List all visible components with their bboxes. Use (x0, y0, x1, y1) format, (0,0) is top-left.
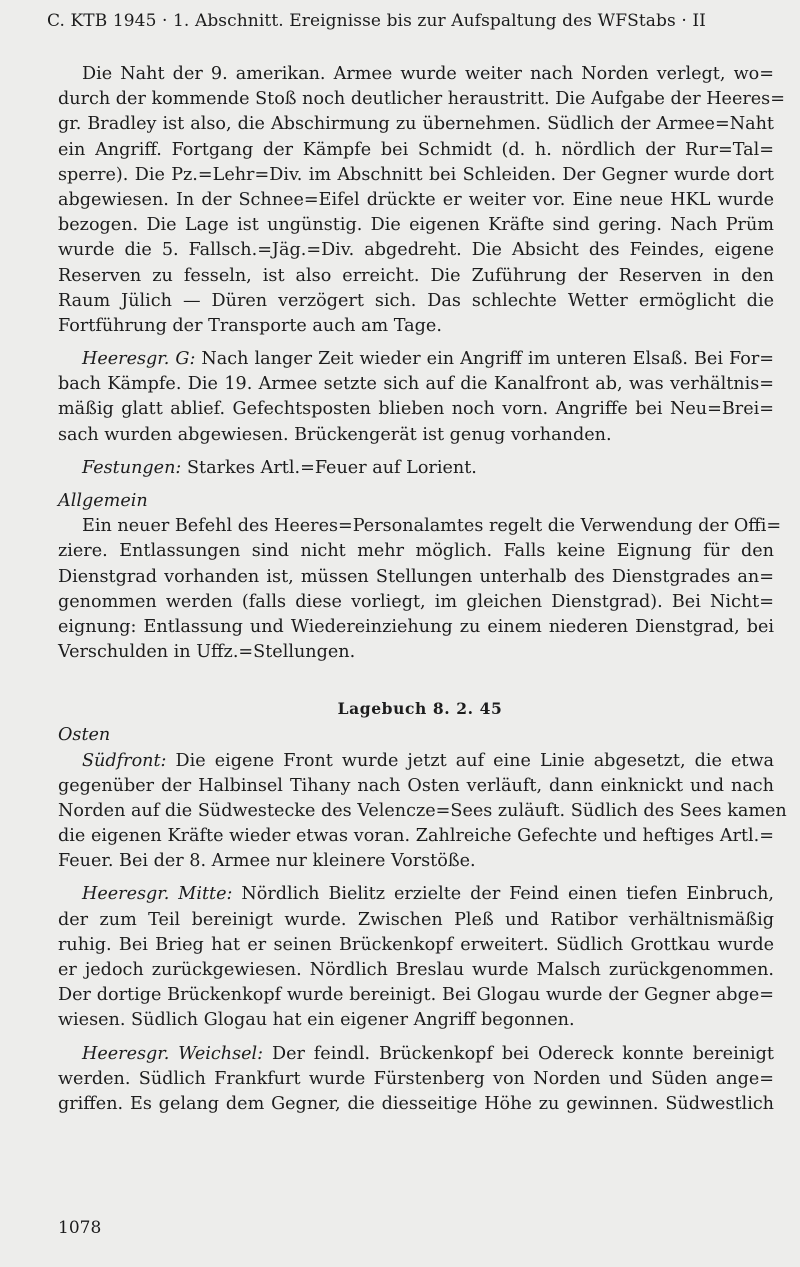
page-body (58, 62, 787, 1117)
paragraph-west-front (58, 62, 785, 339)
paragraph-label: Heeresgr. G: (82, 349, 196, 370)
text-line: die eigenen Kräfte wieder etwas voran. Zahlreiche Gefechte und heftiges Artl.= (58, 826, 774, 847)
text-line: gegenüber der Halbinsel Tihany nach Osten verläuft, dann einknickt und nach (58, 775, 774, 796)
text-line: bezogen. Die Lage ist ungünstig. Die eigenen Kräfte sind gering. Nach Prüm (58, 215, 774, 236)
text-line: sach wurden abgewiesen. Brückengerät ist genug vorhanden. (58, 424, 612, 445)
page-number: 1078 (58, 1218, 102, 1238)
paragraph-label: Heeresgr. Weichsel: (82, 1043, 264, 1064)
paragraph-heeresgr-g (58, 347, 774, 448)
running-head: C. KTB 1945 · 1. Abschnitt. Ereignisse bis zur Aufspaltung des WFStabs · II (47, 11, 706, 31)
section-heading-osten: Osten (58, 725, 111, 746)
text-span: Der feindl. Brückenkopf bei Odereck konnte bereinigt (263, 1043, 774, 1064)
text-line: Norden auf die Südwestecke des Velencze=Sees zuläuft. Südlich des Sees kamen (58, 800, 787, 821)
text-line: Dienstgrad vorhanden ist, müssen Stellungen unterhalb des Dienstgrades an= (58, 566, 774, 587)
text-line: Raum Jülich — Düren verzögert sich. Das schlechte Wetter ermöglicht die (58, 290, 774, 311)
paragraph-heeresgr-mitte (58, 882, 774, 1033)
text-line: ruhig. Bei Brieg hat er seinen Brückenkopf erweitert. Südlich Grottkau wurde (58, 934, 774, 955)
text-line: gr. Bradley ist also, die Abschirmung zu übernehmen. Südlich der Armee=Naht (58, 114, 774, 135)
paragraph-allgemein (58, 514, 782, 665)
text-line: der zum Teil bereinigt wurde. Zwischen Pleß und Ratibor verhältnismäßig (58, 909, 774, 930)
entry-date-heading: Lagebuch 8. 2. 45 (337, 699, 503, 719)
text-span: Nördlich Bielitz erzielte der Feind einen tiefen Einbruch, (232, 884, 774, 905)
text-line: mäßig glatt ablief. Gefechtsposten blieben noch vorn. Angriffe bei Neu=Brei= (58, 399, 774, 420)
text-line: werden. Südlich Frankfurt wurde Fürstenberg von Norden und Süden ange= (58, 1068, 774, 1089)
text-line: Der dortige Brückenkopf wurde bereinigt. Bei Glogau wurde der Gegner abge= (58, 985, 774, 1006)
paragraph-label: Südfront: (82, 750, 167, 771)
text-line: griffen. Es gelang dem Gegner, die diesseitige Höhe zu gewinnen. Südwestlich (58, 1093, 774, 1114)
paragraph-festungen (58, 456, 774, 481)
text-span: Nach langer Zeit wieder ein Angriff im unteren Elsaß. Bei For= (195, 349, 774, 370)
text-line: Reserven zu fesseln, ist also erreicht. Die Zuführung der Reserven in den (58, 265, 774, 286)
text-line: ein Angriff. Fortgang der Kämpfe bei Schmidt (d. h. nördlich der Rur=Tal= (58, 139, 774, 160)
paragraph-label: Festungen: (82, 457, 182, 478)
text-line: wurde die 5. Fallsch.=Jäg.=Div. abgedreht. Die Absicht des Feindes, eigene (58, 240, 774, 261)
text-line (58, 749, 774, 774)
text-span: Starkes Artl.=Feuer auf Lorient. (181, 457, 477, 478)
text-span: Die eigene Front wurde jetzt auf eine Linie abgesetzt, die etwa (166, 750, 774, 771)
paragraph-heeresgr-weichsel (58, 1042, 774, 1118)
section-heading-allgemein: Allgemein (58, 491, 148, 511)
text-line: durch der kommende Stoß noch deutlicher heraustritt. Die Aufgabe der Heeres= (58, 89, 785, 110)
text-line (58, 1042, 774, 1067)
text-line: abgewiesen. In der Schnee=Eifel drückte er weiter vor. Eine neue HKL wurde (58, 189, 774, 210)
text-line: Feuer. Bei der 8. Armee nur kleinere Vorstöße. (58, 851, 476, 872)
text-line: Ein neuer Befehl des Heeres=Personalamtes regelt die Verwendung der Offi= (82, 516, 782, 537)
paragraph-suedfront (58, 749, 787, 875)
text-line (58, 882, 774, 907)
text-line: ziere. Entlassungen sind nicht mehr möglich. Falls keine Eignung für den (58, 541, 774, 562)
text-line (58, 347, 774, 372)
text-line: eignung: Entlassung und Wiedereinziehung zu einem niederen Dienstgrad, bei (58, 616, 774, 637)
text-line: Die Naht der 9. amerikan. Armee wurde weiter nach Norden verlegt, wo= (82, 64, 774, 84)
text-line: genommen werden (falls diese vorliegt, im gleichen Dienstgrad). Bei Nicht= (58, 591, 774, 612)
text-line: Fortführung der Transporte auch am Tage. (58, 315, 442, 336)
text-line (58, 456, 774, 481)
text-line: bach Kämpfe. Die 19. Armee setzte sich auf die Kanalfront ab, was verhältnis= (58, 374, 774, 395)
text-line: Verschulden in Uffz.=Stellungen. (58, 642, 356, 663)
paragraph-label: Heeresgr. Mitte: (82, 884, 233, 905)
text-line: wiesen. Südlich Glogau hat ein eigener Angriff begonnen. (58, 1010, 575, 1031)
text-line: sperre). Die Pz.=Lehr=Div. im Abschnitt bei Schleiden. Der Gegner wurde dort (58, 164, 774, 185)
text-line: er jedoch zurückgewiesen. Nördlich Breslau wurde Malsch zurückgenommen. (58, 960, 774, 980)
